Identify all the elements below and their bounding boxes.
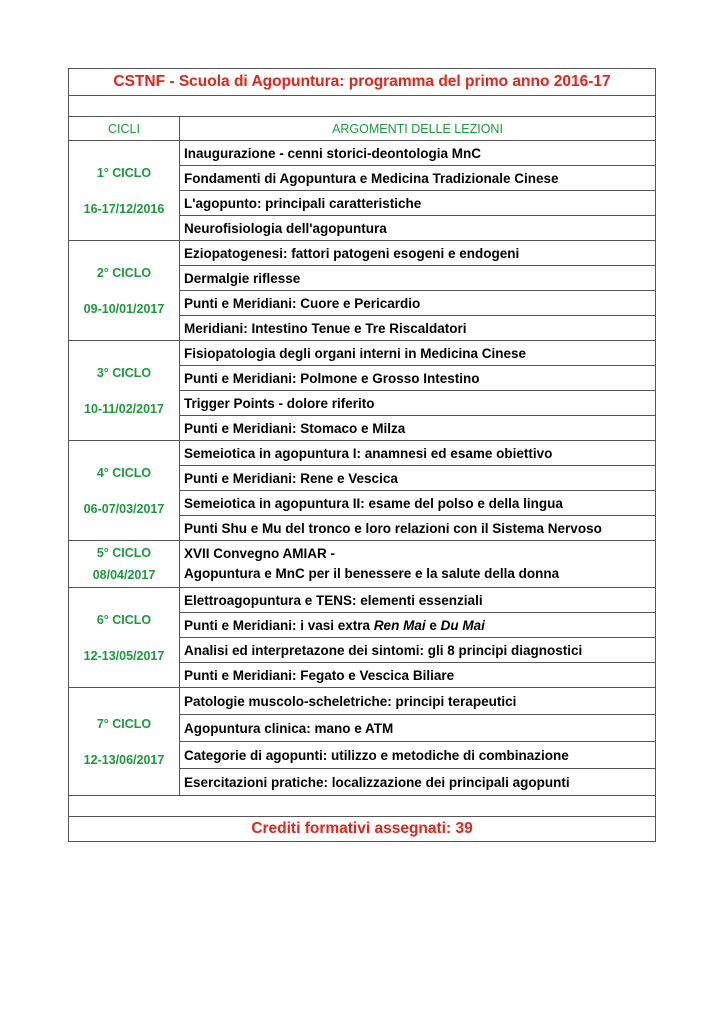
- cycle-date: 10-11/02/2017: [84, 401, 164, 416]
- topic-row: Neurofisiologia dell'agopuntura: [180, 216, 656, 241]
- topic-row: Analisi ed interpretazone dei sintomi: gli 8 principi diagnostici: [180, 638, 656, 663]
- cycle-date: 12-13/06/2017: [83, 752, 165, 767]
- topic-line: XVII Convegno AMIAR -: [184, 546, 335, 561]
- cycle-5: [69, 541, 180, 588]
- topic-row: Trigger Points - dolore riferito: [180, 391, 656, 416]
- cycle-name: 6° CICLO: [96, 612, 152, 627]
- header-cycles: CICLI: [69, 117, 180, 141]
- topic-row: Dermalgie riflesse: [180, 266, 656, 291]
- topic-conjunction: e: [425, 617, 441, 633]
- cycle-1: [69, 141, 180, 241]
- topic-row: Fisiopatologia degli organi interni in Medicina Cinese: [180, 341, 656, 366]
- cycle-6: [69, 588, 180, 688]
- cycle-name: 1° CICLO: [96, 165, 152, 180]
- cycle-name: 2° CICLO: [96, 265, 152, 280]
- cycle-date: 06-07/03/2017: [83, 501, 165, 516]
- header-topics: ARGOMENTI DELLE LEZIONI: [180, 117, 656, 141]
- topic-row: L'agopunto: principali caratteristiche: [180, 191, 656, 216]
- cycle-4: [69, 441, 180, 541]
- cycle-3: [69, 341, 180, 441]
- topic-text: Punti e Meridiani: i vasi extra: [184, 617, 374, 633]
- topic-row: Fondamenti di Agopuntura e Medicina Tradizionale Cinese: [180, 166, 656, 191]
- topic-row: Punti e Meridiani: Rene e Vescica: [180, 466, 656, 491]
- cycle-name: 5° CICLO: [96, 546, 152, 560]
- topic-row: Punti Shu e Mu del tronco e loro relazioni con il Sistema Nervoso: [180, 516, 656, 541]
- cycle-2: [69, 241, 180, 341]
- topic-row: [180, 541, 656, 588]
- program-table: [68, 68, 656, 842]
- cycle-date: 12-13/05/2017: [83, 648, 165, 663]
- topic-row: Punti e Meridiani: Polmone e Grosso Intestino: [180, 366, 656, 391]
- vessel-du-mai: Du Mai: [440, 617, 485, 633]
- cycle-name: 3° CICLO: [96, 365, 152, 380]
- cycle-7: [69, 688, 180, 796]
- topic-row: [180, 613, 656, 638]
- blank-row: [69, 96, 656, 117]
- credits-total: Crediti formativi assegnati: 39: [69, 817, 656, 842]
- cycle-name: 4° CICLO: [96, 465, 152, 480]
- topic-row: Inaugurazione - cenni storici-deontologia MnC: [180, 141, 656, 166]
- topic-row: Meridiani: Intestino Tenue e Tre Riscaldatori: [180, 316, 656, 341]
- vessel-ren-mai: Ren Mai: [373, 617, 426, 633]
- topic-row: Punti e Meridiani: Stomaco e Milza: [180, 416, 656, 441]
- topic-row: Elettroagopuntura e TENS: elementi essenziali: [180, 588, 656, 613]
- document-title: CSTNF - Scuola di Agopuntura: programma del primo anno 2016-17: [69, 69, 656, 96]
- topic-row: Semeiotica in agopuntura II: esame del polso e della lingua: [180, 491, 656, 516]
- topic-row: Patologie muscolo-scheletriche: principi terapeutici: [180, 688, 656, 715]
- topic-row: Punti e Meridiani: Fegato e Vescica Biliare: [180, 663, 656, 688]
- cycle-date: 08/04/2017: [92, 568, 156, 582]
- cycle-date: 16-17/12/2016: [83, 201, 165, 216]
- topic-row: Eziopatogenesi: fattori patogeni esogeni e endogeni: [180, 241, 656, 266]
- topic-line: Agopuntura e MnC per il benessere e la salute della donna: [184, 566, 560, 581]
- topic-row: Categorie di agopunti: utilizzo e metodiche di combinazione: [180, 742, 656, 769]
- topic-row: Semeiotica in agopuntura I: anamnesi ed esame obiettivo: [180, 441, 656, 466]
- topic-row: Agopuntura clinica: mano e ATM: [180, 715, 656, 742]
- cycle-date: 09-10/01/2017: [83, 301, 165, 316]
- topic-row: Punti e Meridiani: Cuore e Pericardio: [180, 291, 656, 316]
- cycle-name: 7° CICLO: [96, 716, 152, 731]
- topic-row: Esercitazioni pratiche: localizzazione dei principali agopunti: [180, 769, 656, 796]
- blank-row: [69, 796, 656, 817]
